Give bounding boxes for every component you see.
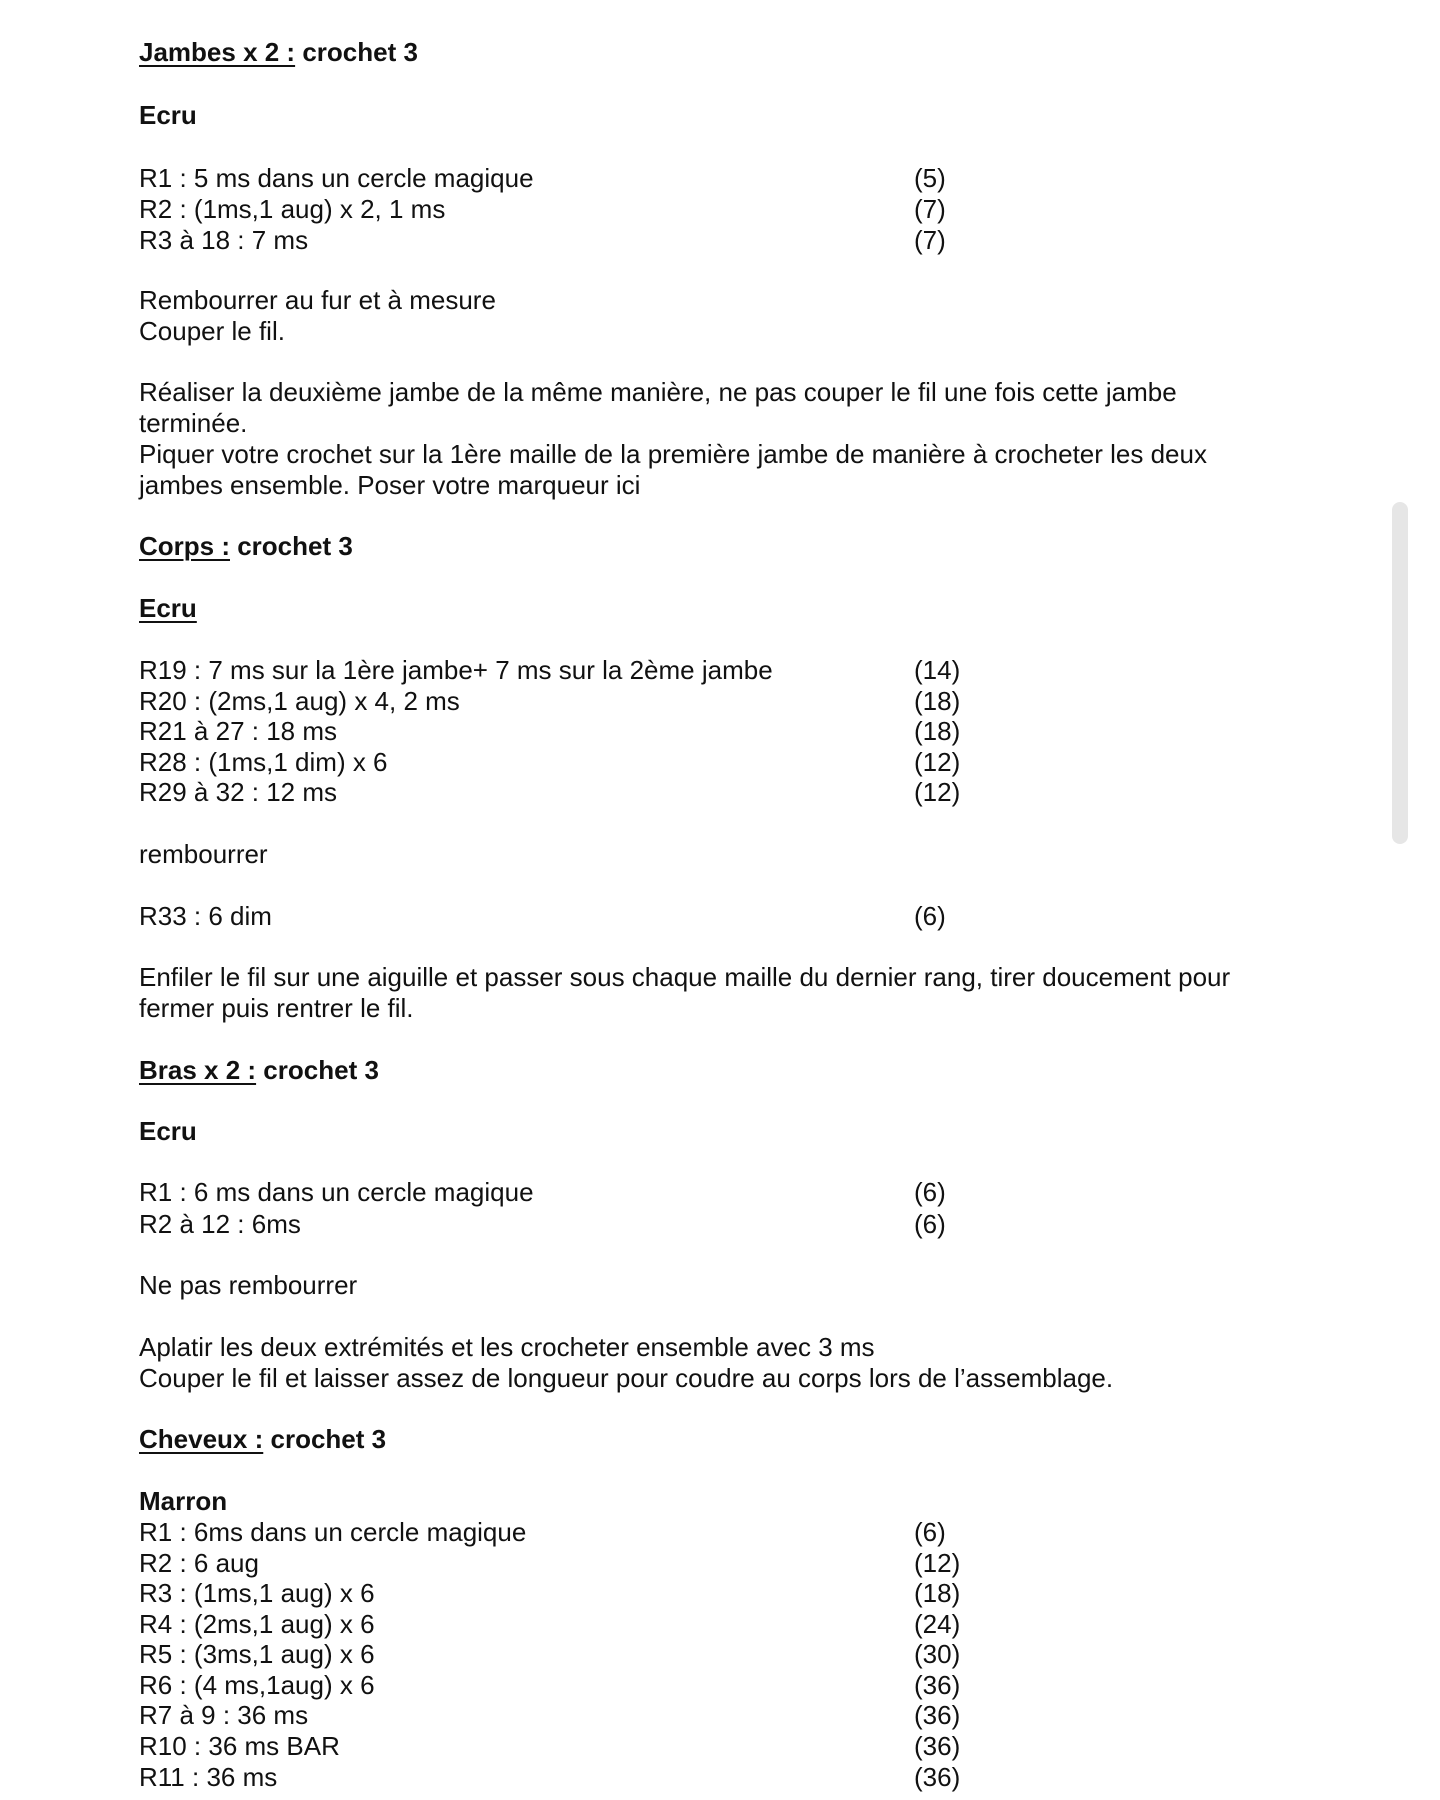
yarn-color-cheveux: Marron xyxy=(139,1486,228,1516)
pattern-row: R6 : (4 ms,1aug) x 6 xyxy=(139,1670,375,1700)
stitch-count: (18) xyxy=(914,686,961,716)
stitch-count: (7) xyxy=(914,194,946,224)
pattern-row: R21 à 27 : 18 ms xyxy=(139,716,337,746)
pattern-row: R5 : (3ms,1 aug) x 6 xyxy=(139,1639,375,1669)
stitch-count: (12) xyxy=(914,777,961,807)
instruction-paragraph: Couper le fil et laisser assez de longueur pour coudre au corps lors de l’assemblage. xyxy=(139,1363,1114,1393)
pattern-row: R10 : 36 ms BAR xyxy=(139,1731,340,1761)
section-title-corps: Corps : crochet 3 xyxy=(139,531,353,561)
yarn-color-bras: Ecru xyxy=(139,1116,197,1146)
stitch-count: (5) xyxy=(914,163,946,193)
stitch-count: (30) xyxy=(914,1639,961,1669)
stitch-count: (14) xyxy=(914,655,961,685)
pattern-row: R1 : 5 ms dans un cercle magique xyxy=(139,163,534,193)
pattern-row: R20 : (2ms,1 aug) x 4, 2 ms xyxy=(139,686,460,716)
instruction-note: Couper le fil. xyxy=(139,316,285,346)
pattern-row: R1 : 6ms dans un cercle magique xyxy=(139,1517,527,1547)
pattern-row: R29 à 32 : 12 ms xyxy=(139,777,337,807)
instruction-paragraph: Aplatir les deux extrémités et les crocheter ensemble avec 3 ms xyxy=(139,1332,875,1362)
pattern-row: R4 : (2ms,1 aug) x 6 xyxy=(139,1609,375,1639)
pattern-row: R11 : 36 ms xyxy=(139,1762,278,1792)
pattern-row: R3 : (1ms,1 aug) x 6 xyxy=(139,1578,375,1608)
instruction-paragraph: Piquer votre crochet sur la 1ère maille de la première jambe de manière à crocheter les deux jambes ensemble. Poser votre marqueur ici xyxy=(139,439,1207,500)
vertical-scrollbar[interactable] xyxy=(1392,502,1408,844)
instruction-note: Ne pas rembourrer xyxy=(139,1270,358,1300)
stitch-count: (36) xyxy=(914,1762,961,1792)
pattern-row: R2 : 6 aug xyxy=(139,1548,259,1578)
section-title-jambes: Jambes x 2 : crochet 3 xyxy=(139,37,418,67)
stitch-count: (18) xyxy=(914,1578,961,1608)
instruction-paragraph: Réaliser la deuxième jambe de la même manière, ne pas couper le fil une fois cette jambe terminée. xyxy=(139,377,1177,438)
stitch-count: (6) xyxy=(914,1209,946,1239)
pattern-row: R2 à 12 : 6ms xyxy=(139,1209,301,1239)
stitch-count: (6) xyxy=(914,901,946,931)
stitch-count: (12) xyxy=(914,747,961,777)
stitch-count: (24) xyxy=(914,1609,961,1639)
pattern-row: R7 à 9 : 36 ms xyxy=(139,1700,309,1730)
pattern-row: R3 à 18 : 7 ms xyxy=(139,225,309,255)
stitch-count: (18) xyxy=(914,716,961,746)
pattern-row: R2 : (1ms,1 aug) x 2, 1 ms xyxy=(139,194,446,224)
stitch-count: (7) xyxy=(914,225,946,255)
pattern-row: R28 : (1ms,1 dim) x 6 xyxy=(139,747,388,777)
section-title-cheveux: Cheveux : crochet 3 xyxy=(139,1424,387,1454)
section-title-bras: Bras x 2 : crochet 3 xyxy=(139,1055,379,1085)
stitch-count: (6) xyxy=(914,1177,946,1207)
pattern-row: R1 : 6 ms dans un cercle magique xyxy=(139,1177,534,1207)
instruction-paragraph: Enfiler le fil sur une aiguille et passer sous chaque maille du dernier rang, tirer doucement pour fermer puis rentrer le fil. xyxy=(139,962,1231,1023)
stitch-count: (6) xyxy=(914,1517,946,1547)
pattern-row: R19 : 7 ms sur la 1ère jambe+ 7 ms sur la 2ème jambe xyxy=(139,655,773,685)
pattern-row: R33 : 6 dim xyxy=(139,901,272,931)
instruction-note: rembourrer xyxy=(139,839,268,869)
yarn-color-corps: Ecru xyxy=(139,593,197,623)
stitch-count: (36) xyxy=(914,1700,961,1730)
yarn-color-jambes: Ecru xyxy=(139,100,197,130)
instruction-note: Rembourrer au fur et à mesure xyxy=(139,285,496,315)
stitch-count: (36) xyxy=(914,1731,961,1761)
stitch-count: (36) xyxy=(914,1670,961,1700)
stitch-count: (12) xyxy=(914,1548,961,1578)
